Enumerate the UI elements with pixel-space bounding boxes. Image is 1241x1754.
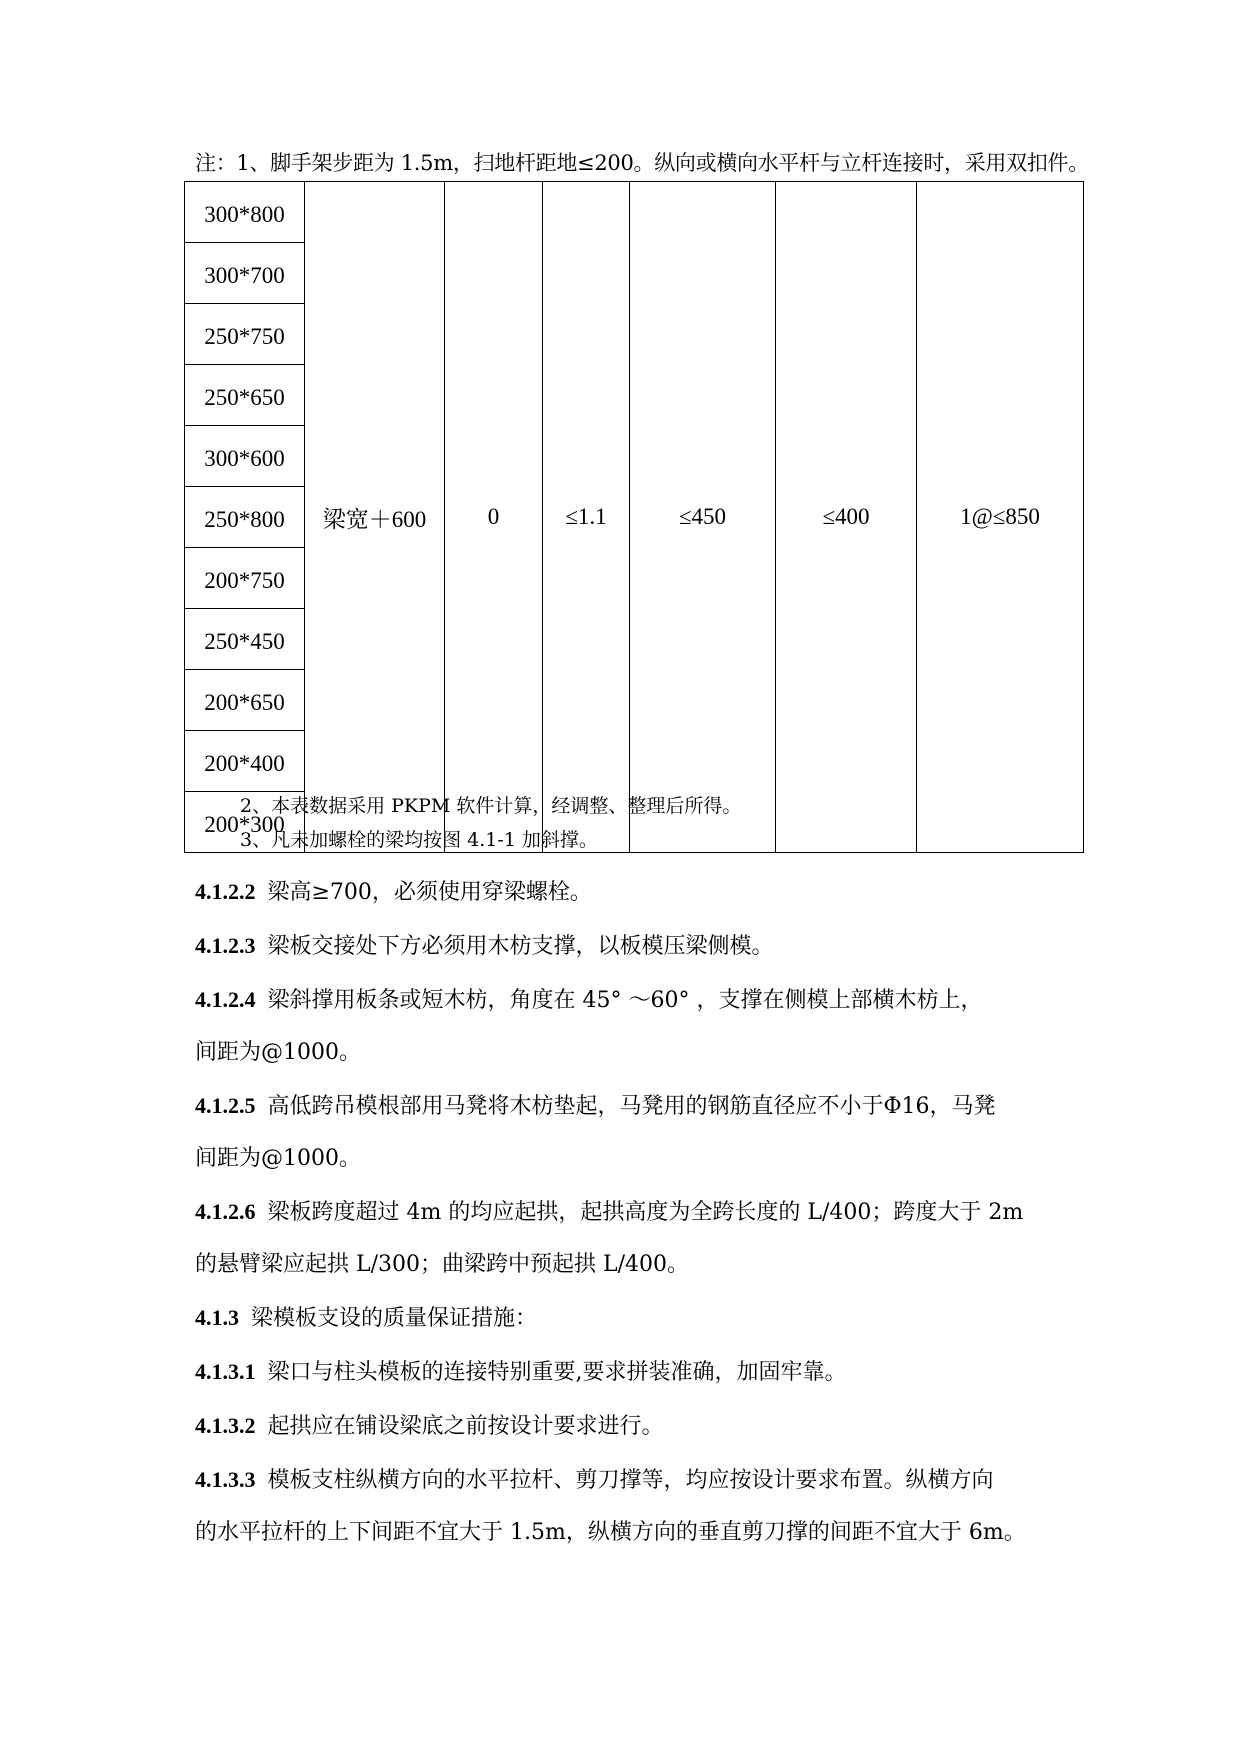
clause-text-cont: 的悬臂梁应起拱 L/300；曲梁跨中预起拱 L/400。 — [195, 1252, 690, 1277]
clause-text: 梁板交接处下方必须用木枋支撑，以板模压梁侧模。 — [267, 934, 774, 959]
clause-text: 梁口与柱头模板的连接特别重要,要求拼装准确，加固牢靠。 — [267, 1360, 847, 1385]
clause-4-1-2-2 — [195, 866, 1085, 919]
clause-number: 4.1.3 — [195, 1305, 239, 1330]
beam-size-cell: 250*750 — [185, 304, 305, 365]
beam-size-cell: 200*300 — [185, 792, 305, 853]
clause-number: 4.1.2.4 — [195, 987, 256, 1012]
spacing-cell: 梁宽＋600 — [305, 182, 445, 853]
clause-4-1-3-3 — [195, 1454, 1085, 1559]
clause-number: 4.1.2.3 — [195, 933, 256, 958]
clause-4-1-2-3 — [195, 920, 1085, 973]
value-cell: ≤450 — [630, 182, 776, 853]
clause-text: 梁高≥700，必须使用穿梁螺栓。 — [267, 880, 592, 905]
table-note-3: 3、凡未加螺栓的梁均按图 4.1-1 加斜撑。 — [240, 829, 598, 851]
beam-size-cell: 200*650 — [185, 670, 305, 731]
clause-text-cont: 的水平拉杆的上下间距不宜大于 1.5m，纵横方向的垂直剪刀撑的间距不宜大于 6m。 — [195, 1520, 1026, 1545]
beam-support-table — [184, 181, 1084, 853]
clause-text: 起拱应在铺设梁底之前按设计要求进行。 — [267, 1414, 664, 1439]
beam-size-cell: 250*650 — [185, 365, 305, 426]
value-cell: ≤400 — [776, 182, 917, 853]
beam-size-cell: 300*600 — [185, 426, 305, 487]
clause-number: 4.1.2.5 — [195, 1093, 256, 1118]
value-cell: 0 — [445, 182, 543, 853]
beam-size-cell: 300*700 — [185, 243, 305, 304]
clause-4-1-3-1 — [195, 1346, 1085, 1399]
clause-4-1-2-4 — [195, 974, 1085, 1079]
table-note-2: 2、本表数据采用 PKPM 软件计算，经调整、整理后所得。 — [240, 795, 742, 817]
clause-text-cont: 间距为@1000。 — [195, 1146, 361, 1171]
clause-number: 4.1.3.1 — [195, 1359, 256, 1384]
clause-4-1-2-6 — [195, 1186, 1085, 1291]
bolt-cell: 1@≤850 — [917, 182, 1084, 853]
clause-4-1-3-2 — [195, 1400, 1085, 1453]
value-cell: ≤1.1 — [543, 182, 630, 853]
clause-text: 模板支柱纵横方向的水平拉杆、剪刀撑等，均应按设计要求布置。纵横方向 — [267, 1468, 994, 1493]
clause-number: 4.1.3.3 — [195, 1467, 256, 1492]
clause-text-cont: 间距为@1000。 — [195, 1040, 361, 1065]
table-note-1: 注：1、脚手架步距为 1.5m，扫地杆距地≤200。纵向或横向水平杆与立杆连接时，采用双扣件。 — [195, 151, 1089, 175]
table-row — [185, 182, 1084, 243]
clause-4-1-2-5 — [195, 1080, 1085, 1185]
clause-text: 高低跨吊模根部用马凳将木枋垫起，马凳用的钢筋直径应不小于Φ16，马凳 — [267, 1094, 996, 1119]
clause-number: 4.1.2.2 — [195, 879, 256, 904]
clause-text: 梁斜撑用板条或短木枋，角度在 45° ～60° ，支撑在侧模上部横木枋上， — [267, 988, 983, 1013]
beam-size-cell: 200*400 — [185, 731, 305, 792]
beam-size-cell: 300*800 — [185, 182, 305, 243]
beam-size-cell: 200*750 — [185, 548, 305, 609]
clause-4-1-3 — [195, 1292, 1085, 1345]
clause-text: 梁板跨度超过 4m 的均应起拱，起拱高度为全跨长度的 L/400；跨度大于 2m — [267, 1200, 1024, 1225]
beam-size-cell: 250*800 — [185, 487, 305, 548]
clause-text: 梁模板支设的质量保证措施： — [251, 1306, 538, 1331]
clause-number: 4.1.3.2 — [195, 1413, 256, 1438]
beam-size-cell: 250*450 — [185, 609, 305, 670]
clause-number: 4.1.2.6 — [195, 1199, 256, 1224]
